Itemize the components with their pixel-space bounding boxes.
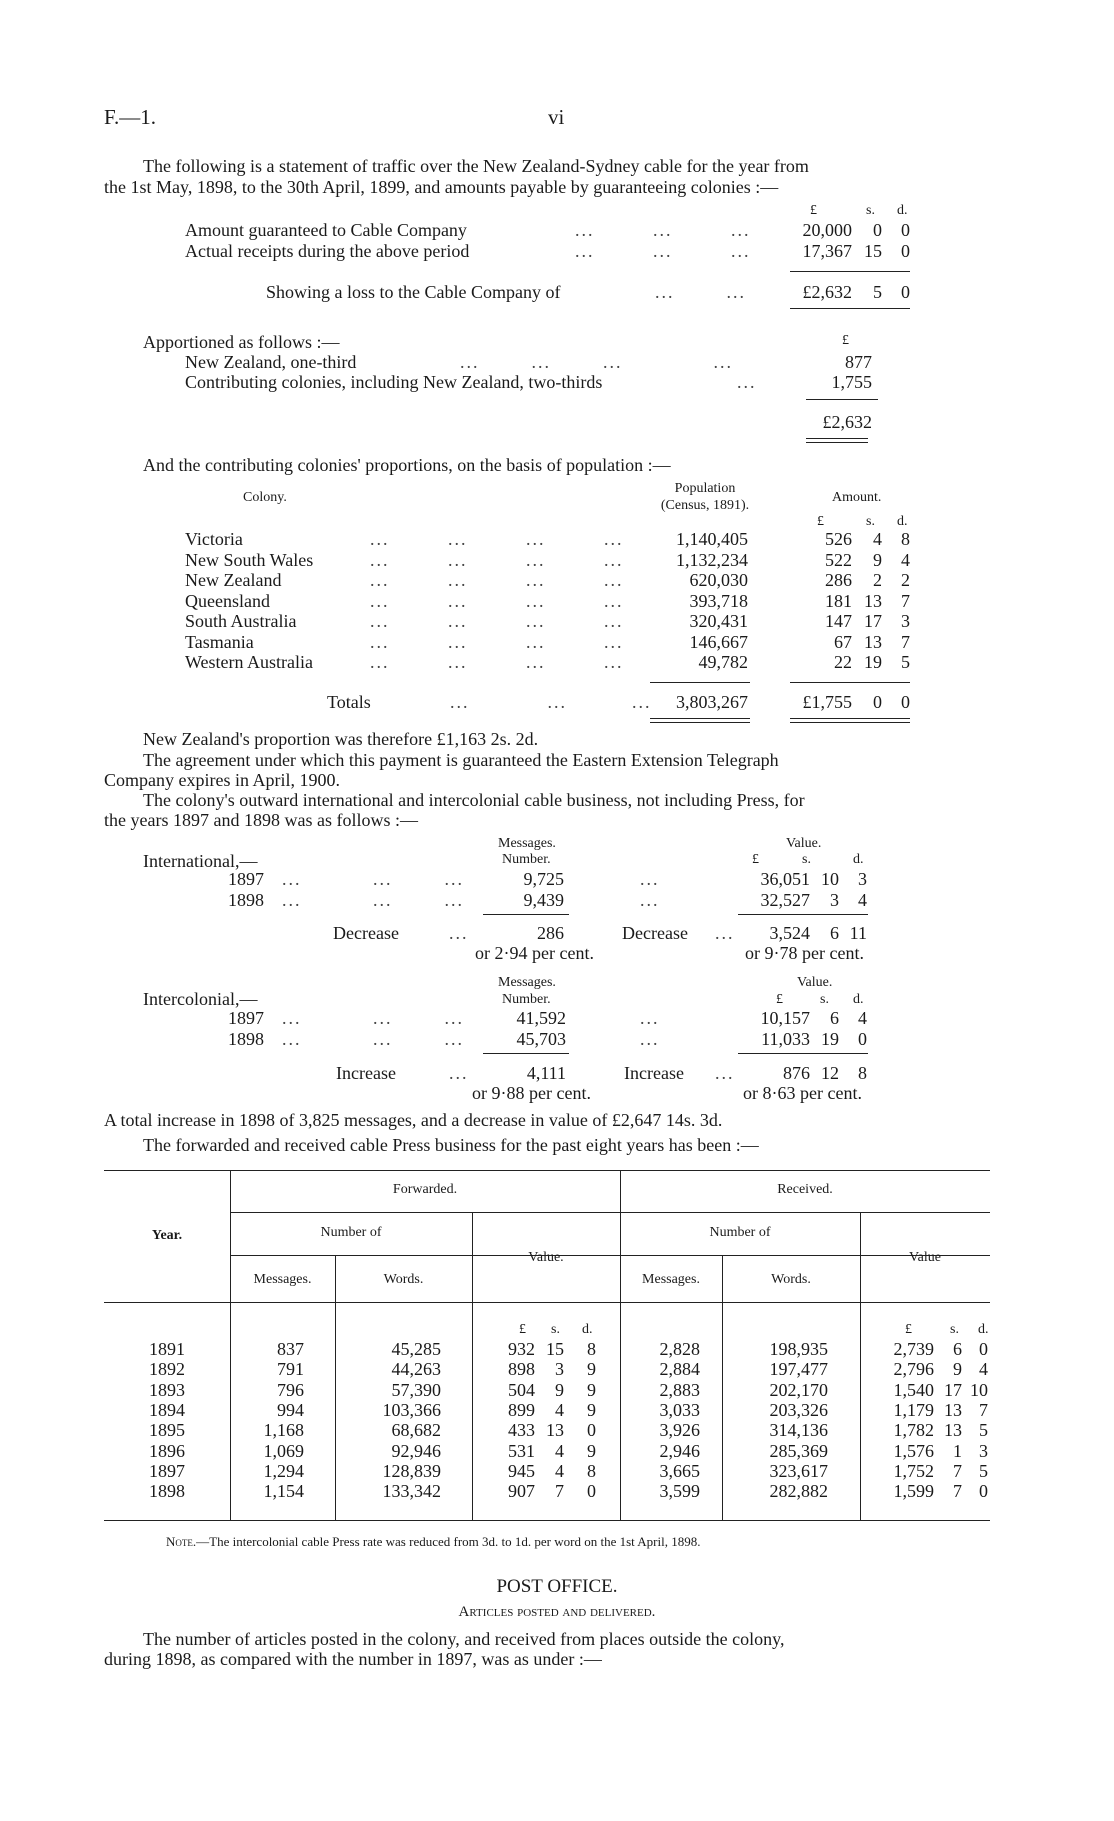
apportion-title: Apportioned as follows :— xyxy=(143,332,340,352)
forwarded-pounds: 433 xyxy=(508,1420,535,1441)
forwarded-pence: 0 xyxy=(587,1481,596,1502)
received-shillings: 6 xyxy=(953,1339,962,1359)
leader-dots: ... xyxy=(715,1063,735,1083)
loss-pounds: £2,632 xyxy=(802,282,852,302)
forwarded-pence: 0 xyxy=(587,1420,596,1441)
totals-label: Totals xyxy=(327,692,371,712)
guarantee-pounds: 17,367 xyxy=(802,241,852,261)
received-words: 197,477 xyxy=(769,1359,828,1380)
value-header: Value. xyxy=(786,836,822,851)
colony-shillings: 9 xyxy=(873,549,882,570)
forwarded-shillings: 9 xyxy=(555,1379,564,1400)
press-year: 1893 xyxy=(149,1379,185,1400)
intercolonial-shillings: 6 xyxy=(830,1008,839,1028)
forwarded-pence: 9 xyxy=(587,1359,596,1380)
leader-dots: ... ... ... ... xyxy=(370,570,624,590)
col-amount-header: Amount. xyxy=(832,490,882,505)
unit-pence: d. xyxy=(853,992,864,1007)
received-pounds: 1,599 xyxy=(893,1481,934,1502)
forwarded-words: 103,366 xyxy=(382,1399,441,1420)
leader-dots: ... xyxy=(737,372,757,392)
forwarded-shillings: 4 xyxy=(555,1399,564,1420)
colony-name: Victoria xyxy=(185,529,243,549)
received-shillings: 13 xyxy=(944,1399,962,1420)
colony-shillings: 17 xyxy=(864,611,882,631)
rule xyxy=(738,914,868,915)
leader-dots: ... ... ... ... xyxy=(370,549,624,570)
received-pounds: 2,796 xyxy=(893,1359,934,1380)
colony-pounds: 526 xyxy=(825,529,852,549)
page-number: vi xyxy=(548,105,565,129)
colony-name: Queensland xyxy=(185,590,270,611)
guarantee-shillings: 0 xyxy=(873,220,882,240)
colony-pence: 7 xyxy=(901,590,910,611)
forwarded-pounds: 907 xyxy=(508,1481,535,1502)
note-label: Note. xyxy=(166,1534,197,1549)
rule xyxy=(483,1053,569,1054)
received-messages: 3,665 xyxy=(659,1460,700,1481)
rule xyxy=(790,308,910,309)
forwarded-messages: 791 xyxy=(277,1359,304,1380)
forwarded-words: 45,285 xyxy=(391,1339,441,1359)
leader-dots: ... ... ... ... xyxy=(370,652,624,672)
forwarded-pence: 9 xyxy=(587,1399,596,1420)
received-pence: 5 xyxy=(979,1420,988,1441)
leader-dots: ... ... ... ... xyxy=(460,352,733,372)
colony-name: New Zealand xyxy=(185,570,282,590)
colony-population: 393,718 xyxy=(689,590,748,611)
outward-line-1: The colony's outward international and intercolonial cable business, not including Press, for xyxy=(143,790,805,810)
international-shillings: 3 xyxy=(830,890,839,910)
colony-pence: 8 xyxy=(901,529,910,549)
number-header: Number. xyxy=(502,852,551,867)
table-bottom-rule xyxy=(104,1520,990,1521)
received-messages: 3,599 xyxy=(659,1481,700,1502)
unit-pence: d. xyxy=(853,852,864,867)
press-note xyxy=(166,1535,700,1549)
intro-line-1: The following is a statement of traffic over the New Zealand-Sydney cable for the year from xyxy=(143,156,809,176)
guarantee-pounds: 20,000 xyxy=(802,220,852,240)
document-reference: F.—1. xyxy=(104,105,156,129)
international-number: 9,725 xyxy=(523,869,564,889)
unit-pound: £ xyxy=(752,852,759,867)
forwarded-shillings: 3 xyxy=(555,1359,564,1380)
post-office-heading: POST OFFICE. xyxy=(496,1576,618,1597)
received-pounds: 2,739 xyxy=(893,1339,934,1359)
received-header: Received. xyxy=(777,1182,833,1197)
value-header: Value. xyxy=(797,975,833,990)
forwarded-words: 128,839 xyxy=(382,1460,441,1481)
received-pounds: 1,576 xyxy=(893,1440,934,1461)
agreement-line-1: The agreement under which this payment is guaranteed the Eastern Extension Telegraph xyxy=(143,750,779,770)
received-messages: 2,946 xyxy=(659,1440,700,1461)
intercolonial-number: 45,703 xyxy=(516,1029,566,1049)
received-messages-header: Messages. xyxy=(642,1272,700,1287)
forwarded-pounds: 899 xyxy=(508,1399,535,1420)
forwarded-value-header: Value. xyxy=(528,1250,564,1265)
received-messages: 2,883 xyxy=(659,1379,700,1400)
forwarded-pounds: 932 xyxy=(508,1339,535,1359)
loss-pence: 0 xyxy=(901,282,910,302)
forwarded-header: Forwarded. xyxy=(392,1182,458,1197)
loss-label: Showing a loss to the Cable Company of xyxy=(266,282,561,302)
unit-pound: £ xyxy=(776,992,783,1007)
press-year: 1892 xyxy=(149,1359,185,1380)
rule xyxy=(650,682,750,683)
forwarded-pence: 8 xyxy=(587,1460,596,1481)
colony-pounds: 181 xyxy=(825,590,852,611)
press-year: 1891 xyxy=(149,1339,185,1359)
received-words: 198,935 xyxy=(769,1339,828,1359)
colony-shillings: 4 xyxy=(873,529,882,549)
received-pence: 4 xyxy=(979,1359,988,1380)
received-pounds: 1,752 xyxy=(893,1460,934,1481)
press-year: 1896 xyxy=(149,1440,185,1461)
double-rule xyxy=(650,718,750,723)
received-pence: 10 xyxy=(970,1379,988,1400)
intro-line-2: the 1st May, 1898, to the 30th April, 1899, and amounts payable by guaranteeing colonies :— xyxy=(104,177,779,197)
double-rule xyxy=(806,438,868,443)
received-value-header: Value xyxy=(909,1250,941,1265)
totals-shillings: 0 xyxy=(873,692,882,712)
guarantee-pence: 0 xyxy=(901,220,910,240)
intercolonial-change-pence: 8 xyxy=(858,1063,867,1083)
received-messages: 2,828 xyxy=(659,1339,700,1359)
rule xyxy=(230,1255,472,1256)
received-pence: 5 xyxy=(979,1460,988,1481)
totals-pence: 0 xyxy=(901,692,910,712)
received-words: 285,369 xyxy=(769,1440,828,1461)
unit-pound: £ xyxy=(817,514,824,529)
colony-pounds: 147 xyxy=(825,611,852,631)
apportion-total: £2,632 xyxy=(822,412,872,432)
colony-pounds: 22 xyxy=(834,652,852,672)
intercolonial-pounds: 10,157 xyxy=(760,1008,810,1028)
colony-pence: 3 xyxy=(901,611,910,631)
received-pounds: 1,782 xyxy=(893,1420,934,1441)
forwarded-shillings: 4 xyxy=(555,1460,564,1481)
forwarded-pence: 8 xyxy=(587,1339,596,1359)
received-messages: 3,033 xyxy=(659,1399,700,1420)
leader-dots: ... ... ... xyxy=(282,1008,464,1028)
leader-dots: ... ... ... xyxy=(282,890,464,910)
colony-pence: 2 xyxy=(901,570,910,590)
received-words-header: Words. xyxy=(771,1272,811,1287)
header-bottom-rule xyxy=(104,1302,990,1303)
international-pounds: 36,051 xyxy=(760,869,810,889)
leader-dots: ... xyxy=(449,1063,469,1083)
colony-pence: 5 xyxy=(901,652,910,672)
intercolonial-pounds: 11,033 xyxy=(761,1029,810,1049)
apportion-value: 1,755 xyxy=(831,372,872,392)
unit-pence: d. xyxy=(582,1322,593,1337)
forwarded-words: 68,682 xyxy=(391,1420,441,1441)
unit-pound: £ xyxy=(519,1322,526,1337)
leader-dots: ... ... ... xyxy=(282,869,464,889)
colony-shillings: 2 xyxy=(873,570,882,590)
leader-dots: ... ... ... ... xyxy=(370,590,624,611)
international-change-label: Decrease xyxy=(333,923,399,943)
received-pounds: 1,179 xyxy=(893,1399,934,1420)
colony-name: South Australia xyxy=(185,611,297,631)
number-of-header: Number of xyxy=(320,1225,382,1240)
colony-pounds: 67 xyxy=(834,631,852,652)
forwarded-messages-header: Messages. xyxy=(253,1272,312,1287)
intercolonial-year: 1897 xyxy=(228,1008,264,1028)
nz-proportion-text: New Zealand's proportion was therefore £1,163 2s. 2d. xyxy=(143,729,539,749)
rule xyxy=(738,1053,868,1054)
received-pence: 0 xyxy=(979,1339,988,1359)
unit-shilling: s. xyxy=(820,992,829,1007)
intercolonial-pct-number: or 9·88 per cent. xyxy=(472,1083,591,1103)
col-population-header: Population xyxy=(674,481,736,496)
received-words: 203,326 xyxy=(769,1399,828,1420)
post-office-line-2: during 1898, as compared with the number in 1897, was as under :— xyxy=(104,1649,602,1669)
unit-shilling: s. xyxy=(551,1322,560,1337)
leader-dots: ... ... ... ... xyxy=(370,611,624,631)
international-pence: 4 xyxy=(858,890,867,910)
received-words: 202,170 xyxy=(769,1379,828,1400)
intercolonial-number: 41,592 xyxy=(516,1008,566,1028)
forwarded-pounds: 504 xyxy=(508,1379,535,1400)
forwarded-pounds: 945 xyxy=(508,1460,535,1481)
colony-pounds: 286 xyxy=(825,570,852,590)
leader-dots: ... xyxy=(715,923,735,943)
international-pct-value: or 9·78 per cent. xyxy=(745,943,864,963)
international-year: 1897 xyxy=(228,869,264,889)
forwarded-messages: 1,294 xyxy=(263,1460,304,1481)
total-increase-text: A total increase in 1898 of 3,825 messages, and a decrease in value of £2,647 14s. 3d. xyxy=(104,1110,723,1130)
colony-shillings: 19 xyxy=(864,652,882,672)
colony-population: 620,030 xyxy=(689,570,748,590)
intercolonial-change-label: Increase xyxy=(336,1063,396,1083)
leader-dots: ... xyxy=(640,869,660,889)
totals-population: 3,803,267 xyxy=(676,692,748,712)
rule xyxy=(230,1212,990,1213)
messages-header: Messages. xyxy=(498,836,556,851)
colony-population: 320,431 xyxy=(689,611,748,631)
colony-pence: 7 xyxy=(901,631,910,652)
apportion-value: 877 xyxy=(845,352,872,372)
received-words: 314,136 xyxy=(769,1420,828,1441)
international-pct-number: or 2·94 per cent. xyxy=(475,943,594,963)
forwarded-messages: 796 xyxy=(277,1379,304,1400)
forwarded-words: 133,342 xyxy=(382,1481,441,1502)
forwarded-shillings: 4 xyxy=(555,1440,564,1461)
intercolonial-pence: 0 xyxy=(858,1029,867,1049)
forwarded-messages: 994 xyxy=(277,1399,304,1420)
unit-shilling: s. xyxy=(802,852,811,867)
forwarded-pence: 9 xyxy=(587,1440,596,1461)
col-colony-header: Colony. xyxy=(243,490,287,505)
press-year: 1895 xyxy=(149,1420,185,1441)
forwarded-shillings: 7 xyxy=(555,1481,564,1502)
international-title: International,— xyxy=(143,851,258,871)
received-messages: 3,926 xyxy=(659,1420,700,1441)
population-intro: And the contributing colonies' proportions, on the basis of population :— xyxy=(143,455,671,475)
intercolonial-pence: 4 xyxy=(858,1008,867,1028)
intercolonial-change-pounds: 876 xyxy=(783,1063,810,1083)
intercolonial-change-number: 4,111 xyxy=(526,1063,566,1083)
international-change-pence: 11 xyxy=(849,923,867,943)
colony-population: 146,667 xyxy=(689,631,748,652)
colony-population: 1,132,234 xyxy=(676,549,748,570)
post-office-subheading: Articles posted and delivered. xyxy=(458,1604,656,1620)
guarantee-row-label: Actual receipts during the above period xyxy=(185,241,470,261)
col-census-header: (Census, 1891). xyxy=(660,498,750,513)
received-shillings: 17 xyxy=(944,1379,962,1400)
forwarded-pounds: 898 xyxy=(508,1359,535,1380)
colony-name: New South Wales xyxy=(185,549,314,570)
year-header: Year. xyxy=(151,1228,183,1243)
unit-shilling: s. xyxy=(866,203,875,218)
received-pounds: 1,540 xyxy=(893,1379,934,1400)
international-shillings: 10 xyxy=(821,869,839,889)
forwarded-shillings: 15 xyxy=(546,1339,564,1359)
double-rule xyxy=(790,718,910,723)
received-shillings: 1 xyxy=(953,1440,962,1461)
received-pence: 7 xyxy=(979,1399,988,1420)
intercolonial-year: 1898 xyxy=(228,1029,264,1049)
international-change-shillings: 6 xyxy=(830,923,839,943)
press-year: 1898 xyxy=(149,1481,185,1502)
forwarded-words: 44,263 xyxy=(391,1359,441,1380)
unit-pound: £ xyxy=(842,333,849,348)
colony-population: 1,140,405 xyxy=(676,529,748,549)
guarantee-row-label: Amount guaranteed to Cable Company xyxy=(185,220,467,240)
leader-dots: ... xyxy=(640,1029,660,1049)
received-shillings: 7 xyxy=(953,1481,962,1502)
apportion-row-label: Contributing colonies, including New Zealand, two-thirds xyxy=(185,372,603,392)
intercolonial-shillings: 19 xyxy=(821,1029,839,1049)
number-header: Number. xyxy=(502,992,551,1007)
rule xyxy=(806,399,878,400)
loss-shillings: 5 xyxy=(873,282,882,302)
rule xyxy=(790,271,910,272)
international-number: 9,439 xyxy=(523,890,564,910)
forwarded-pence: 9 xyxy=(587,1379,596,1400)
received-pence: 3 xyxy=(979,1440,988,1461)
guarantee-pence: 0 xyxy=(901,241,910,261)
apportion-row-label: New Zealand, one-third xyxy=(185,352,357,372)
received-shillings: 7 xyxy=(953,1460,962,1481)
intercolonial-title: Intercolonial,— xyxy=(143,989,258,1009)
forwarded-messages: 837 xyxy=(277,1339,304,1359)
colony-pence: 4 xyxy=(901,549,910,570)
intercolonial-change-label: Increase xyxy=(624,1063,684,1083)
intercolonial-change-shillings: 12 xyxy=(821,1063,839,1083)
leader-dots: ... ... xyxy=(655,282,746,302)
forwarded-shillings: 13 xyxy=(546,1420,564,1441)
leader-dots: ... ... ... ... xyxy=(370,631,624,652)
leader-dots: ... ... ... xyxy=(450,692,652,712)
unit-shilling: s. xyxy=(866,514,875,529)
leader-dots: ... ... ... xyxy=(575,241,751,261)
messages-header: Messages. xyxy=(498,975,556,990)
unit-pence: d. xyxy=(978,1322,989,1337)
received-pence: 0 xyxy=(979,1481,988,1502)
unit-pence: d. xyxy=(897,203,908,218)
unit-shilling: s. xyxy=(950,1322,959,1337)
unit-pence: d. xyxy=(897,514,908,529)
colony-name: Western Australia xyxy=(185,652,314,672)
intercolonial-pct-value: or 8·63 per cent. xyxy=(743,1083,862,1103)
rule xyxy=(483,914,569,915)
received-shillings: 9 xyxy=(953,1359,962,1380)
international-change-label: Decrease xyxy=(622,923,688,943)
unit-pound: £ xyxy=(905,1322,912,1337)
post-office-line-1: The number of articles posted in the colony, and received from places outside the colony, xyxy=(143,1629,785,1649)
unit-pound: £ xyxy=(810,203,817,218)
guarantee-shillings: 15 xyxy=(864,241,882,261)
outward-line-2: the years 1897 and 1898 was as follows :— xyxy=(104,810,418,830)
press-year: 1897 xyxy=(149,1460,185,1481)
press-intro-text: The forwarded and received cable Press business for the past eight years has been :— xyxy=(143,1135,759,1155)
received-words: 323,617 xyxy=(769,1460,828,1481)
forwarded-pounds: 531 xyxy=(508,1440,535,1461)
note-text: —The intercolonial cable Press rate was reduced from 3d. to 1d. per word on the 1st April, 1898. xyxy=(196,1534,701,1549)
international-change-number: 286 xyxy=(537,923,564,943)
forwarded-words: 92,946 xyxy=(391,1440,441,1461)
international-year: 1898 xyxy=(228,890,264,910)
leader-dots: ... ... ... ... xyxy=(370,529,624,549)
received-shillings: 13 xyxy=(944,1420,962,1441)
forwarded-words: 57,390 xyxy=(391,1379,441,1400)
leader-dots: ... ... ... xyxy=(575,220,751,240)
colony-pounds: 522 xyxy=(825,549,852,570)
colony-shillings: 13 xyxy=(864,631,882,652)
international-pence: 3 xyxy=(858,869,867,889)
forwarded-messages: 1,168 xyxy=(263,1420,304,1441)
leader-dots: ... xyxy=(640,1008,660,1028)
table-top-rule xyxy=(104,1170,990,1171)
colony-population: 49,782 xyxy=(698,652,748,672)
number-of-header: Number of xyxy=(709,1225,771,1240)
totals-pounds: £1,755 xyxy=(802,692,852,712)
leader-dots: ... xyxy=(449,923,469,943)
colony-name: Tasmania xyxy=(185,631,254,652)
agreement-line-2: Company expires in April, 1900. xyxy=(104,770,340,790)
international-change-pounds: 3,524 xyxy=(769,923,810,943)
received-messages: 2,884 xyxy=(659,1359,700,1380)
leader-dots: ... xyxy=(640,890,660,910)
forwarded-messages: 1,069 xyxy=(263,1440,304,1461)
colony-shillings: 13 xyxy=(864,590,882,611)
leader-dots: ... ... ... xyxy=(282,1029,464,1049)
received-words: 282,882 xyxy=(769,1481,828,1502)
forwarded-messages: 1,154 xyxy=(263,1481,304,1502)
international-pounds: 32,527 xyxy=(760,890,810,910)
rule xyxy=(620,1255,860,1256)
rule xyxy=(790,682,910,683)
forwarded-words-header: Words. xyxy=(383,1272,424,1287)
press-year: 1894 xyxy=(149,1399,185,1420)
